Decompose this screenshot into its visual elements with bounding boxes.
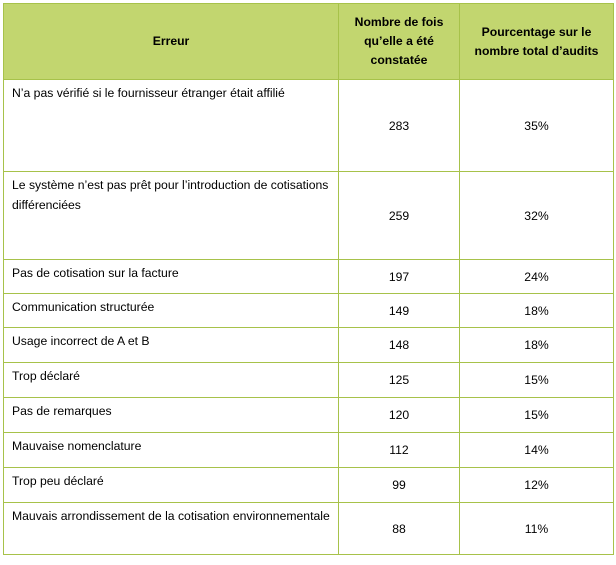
table-row bbox=[4, 398, 614, 433]
audit-errors-table bbox=[3, 3, 614, 555]
percent-cell: 24% bbox=[460, 260, 614, 294]
percent-cell: 12% bbox=[460, 468, 614, 503]
count-cell: 99 bbox=[339, 468, 460, 503]
percent-cell: 15% bbox=[460, 363, 614, 398]
percent-cell: 14% bbox=[460, 433, 614, 468]
error-cell: N’a pas vérifié si le fournisseur étranger était affilié bbox=[4, 80, 339, 172]
header-error: Erreur bbox=[4, 4, 339, 80]
count-cell: 283 bbox=[339, 80, 460, 172]
header-count: Nombre de fois qu’elle a été constatée bbox=[339, 4, 460, 80]
count-cell: 148 bbox=[339, 328, 460, 363]
error-cell: Trop peu déclaré bbox=[4, 468, 339, 503]
error-cell: Usage incorrect de A et B bbox=[4, 328, 339, 363]
percent-cell: 15% bbox=[460, 398, 614, 433]
percent-cell: 11% bbox=[460, 503, 614, 555]
percent-cell: 32% bbox=[460, 172, 614, 260]
count-cell: 149 bbox=[339, 294, 460, 328]
error-cell: Pas de remarques bbox=[4, 398, 339, 433]
error-cell: Trop déclaré bbox=[4, 363, 339, 398]
table-row bbox=[4, 80, 614, 172]
table-row bbox=[4, 294, 614, 328]
count-cell: 125 bbox=[339, 363, 460, 398]
header-percent: Pourcentage sur le nombre total d’audits bbox=[460, 4, 614, 80]
error-cell: Communication structurée bbox=[4, 294, 339, 328]
table-row bbox=[4, 503, 614, 555]
table-row bbox=[4, 328, 614, 363]
percent-cell: 35% bbox=[460, 80, 614, 172]
table-row bbox=[4, 433, 614, 468]
percent-cell: 18% bbox=[460, 328, 614, 363]
header-row bbox=[4, 4, 614, 80]
error-cell: Le système n’est pas prêt pour l’introduction de cotisations différenciées bbox=[4, 172, 339, 260]
error-cell: Pas de cotisation sur la facture bbox=[4, 260, 339, 294]
count-cell: 259 bbox=[339, 172, 460, 260]
table-row bbox=[4, 260, 614, 294]
table-row bbox=[4, 172, 614, 260]
error-cell: Mauvaise nomenclature bbox=[4, 433, 339, 468]
count-cell: 88 bbox=[339, 503, 460, 555]
error-cell: Mauvais arrondissement de la cotisation environnementale bbox=[4, 503, 339, 555]
count-cell: 197 bbox=[339, 260, 460, 294]
table-row bbox=[4, 468, 614, 503]
table-row bbox=[4, 363, 614, 398]
count-cell: 120 bbox=[339, 398, 460, 433]
percent-cell: 18% bbox=[460, 294, 614, 328]
count-cell: 112 bbox=[339, 433, 460, 468]
